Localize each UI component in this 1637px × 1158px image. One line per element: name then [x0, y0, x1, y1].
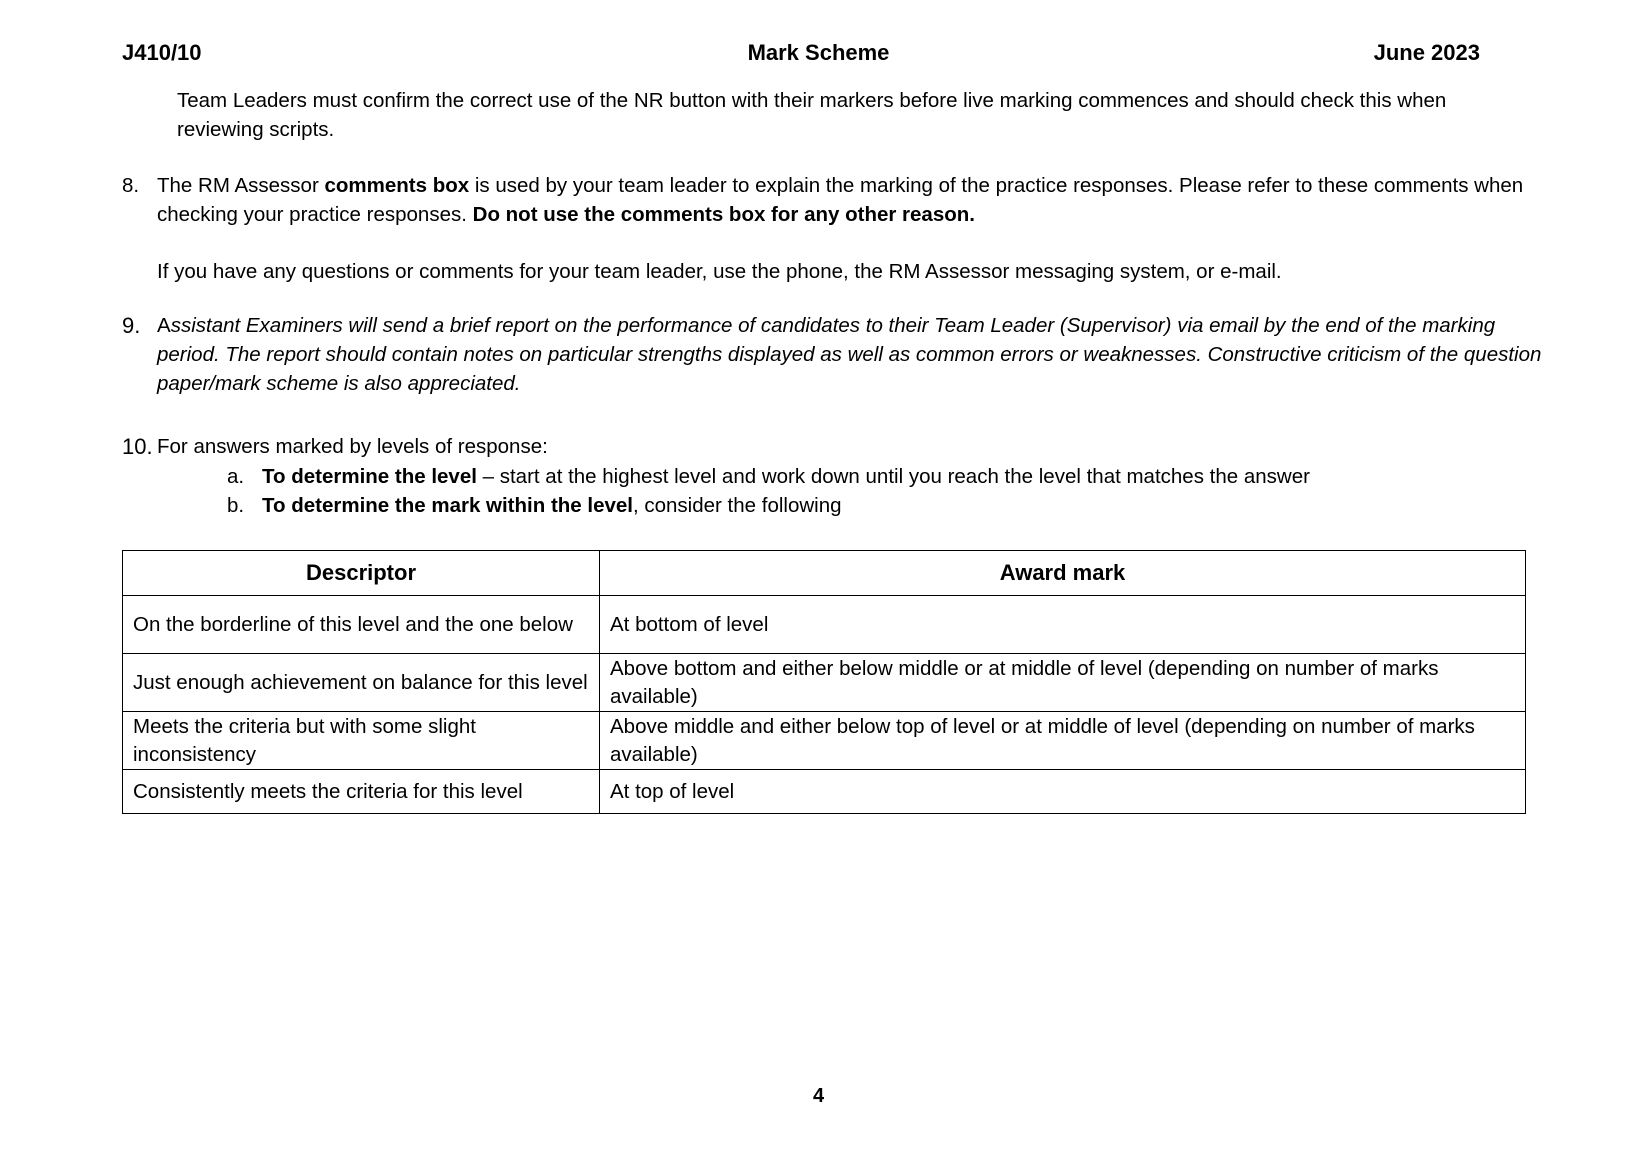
table-row [123, 712, 1526, 770]
document-date: June 2023 [1373, 40, 1480, 65]
descriptor-cell: On the borderline of this level and the one below [123, 596, 600, 654]
item-10b-bold: To determine the mark within the level [262, 494, 633, 517]
descriptor-cell: Meets the criteria but with some slight inconsistency [123, 712, 600, 770]
item-10-number: 10. [122, 434, 153, 459]
item-9-italic-text: ssistant Examiners will send a brief report on the performance of candidates to their Team Leader (Supervisor) via email by the end of the marking period. The report should contain notes on particular strengths displayed as well as common errors or weaknesses. Constructive criticism of the question paper/mark scheme is also appreciated. [157, 314, 1542, 395]
table-row [123, 770, 1526, 814]
item-9-initial: A [157, 314, 171, 337]
award-mark-cell: Above bottom and either below middle or at middle of level (depending on number of marks available) [600, 654, 1526, 712]
item-10a-text [262, 462, 1542, 491]
award-mark-cell: Above middle and either below top of level or at middle of level (depending on number of marks available) [600, 712, 1526, 770]
descriptor-header: Descriptor [123, 551, 600, 596]
document-code: J410/10 [122, 40, 202, 65]
item-8-paragraph [157, 171, 1547, 229]
document-title: Mark Scheme [747, 40, 890, 65]
descriptor-cell: Just enough achievement on balance for this level [123, 654, 600, 712]
page-number: 4 [812, 1085, 825, 1107]
item-9-number: 9. [122, 313, 141, 338]
intro-paragraph: Team Leaders must confirm the correct use of the NR button with their markers before live marking commences and should check this when reviewing scripts. [177, 89, 1447, 141]
award-mark-header: Award mark [600, 551, 1526, 596]
descriptor-cell: Consistently meets the criteria for this level [123, 770, 600, 814]
item-10a-rest: – start at the highest level and work down until you reach the level that matches the answer [476, 465, 1310, 488]
table-row [123, 654, 1526, 712]
item-8-followup: If you have any questions or comments for your team leader, use the phone, the RM Assessor messaging system, or e-mail. [157, 260, 1282, 283]
item-10b-rest: , consider the following [632, 494, 842, 517]
item-8-number: 8. [122, 174, 140, 197]
item-8-bold-comments-box: comments box [324, 174, 470, 197]
award-mark-cell: At bottom of level [600, 596, 1526, 654]
item-10a-bold: To determine the level [262, 465, 477, 488]
item-8-text-middle: is used by your team leader to explain the marking of the practice responses. Please refer to these comments when checking your practice responses. [157, 174, 1524, 226]
item-8-bold-warning: Do not use the comments box for any other reason. [472, 203, 975, 226]
award-mark-cell: At top of level [600, 770, 1526, 814]
item-10a-label: a. [227, 465, 245, 488]
table-row [123, 596, 1526, 654]
item-9-paragraph [157, 311, 1547, 398]
table-header-row [123, 551, 1526, 596]
mark-descriptor-table [122, 550, 1526, 814]
item-10b-label: b. [227, 494, 245, 517]
item-10-text: For answers marked by levels of response: [157, 435, 548, 458]
item-8-text-start: The RM Assessor [157, 174, 325, 197]
item-10b-text [262, 491, 1542, 520]
